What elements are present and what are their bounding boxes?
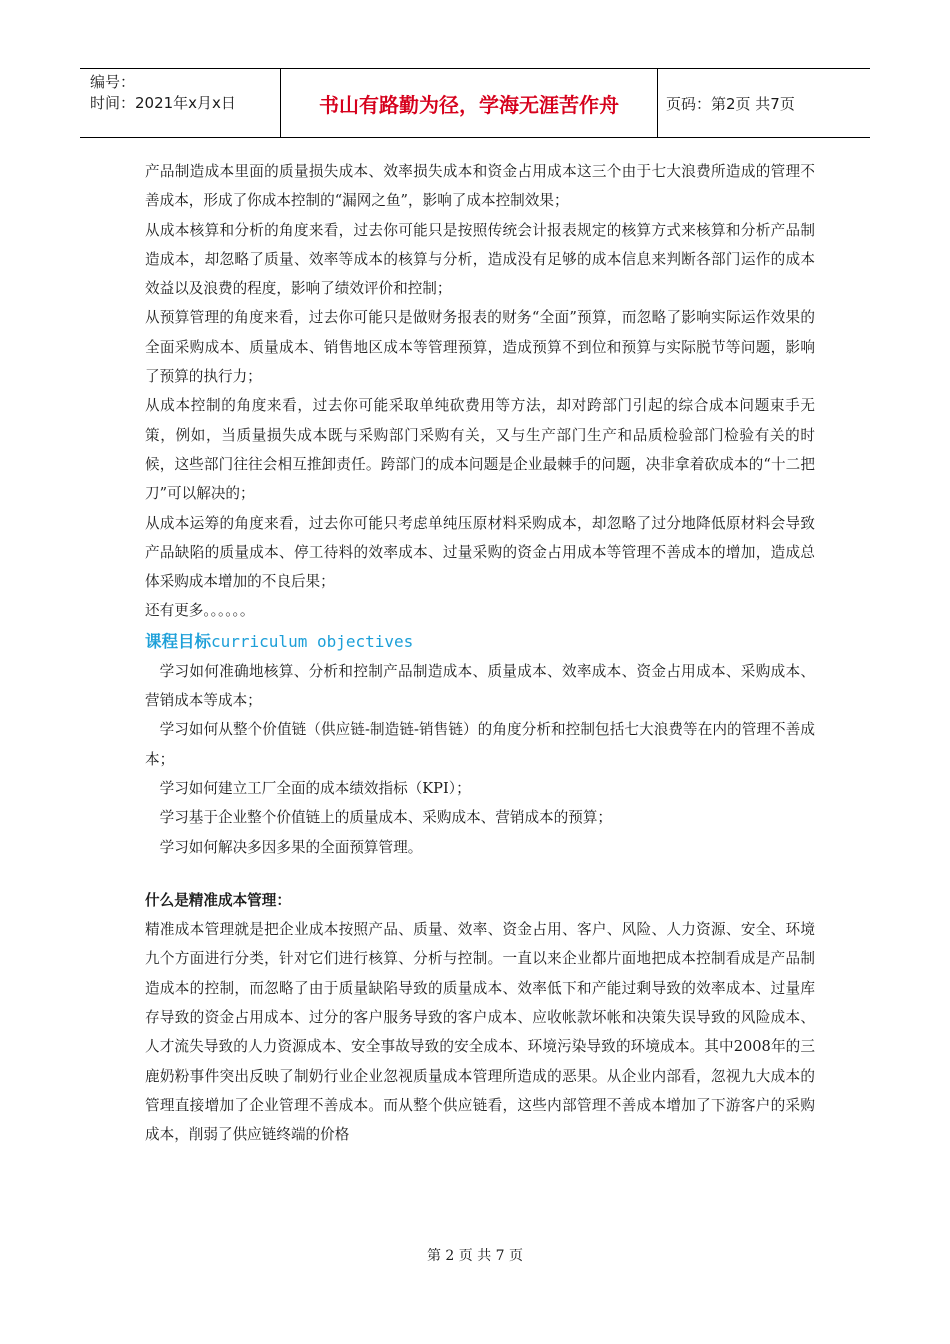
objective-item: 学习如何解决多因多果的全面预算管理。 — [159, 838, 423, 856]
body-paragraph: 从成本运筹的角度来看，过去你可能只考虑单纯压原材料采购成本，却忽略了过分地降低原材料会导致产品缺陷的质量成本、停工待料的效率成本、过量采购的资金占用成本等管理不善成本的增加，造成总体采购成本增加的不良后果； — [145, 514, 815, 591]
what-is-paragraph: 精准成本管理就是把企业成本按照产品、质量、效率、资金占用、客户、风险、人力资源、安全、环境九个方面进行分类，针对它们进行核算、分析与控制。一直以来企业都片面地把成本控制看成是产品制造成本的控制，而忽略了由于质量缺陷导致的质量成本、效率低下和产能过剩导致的效率成本、过量库存导致的资金占用成本、过分的客户服务导致的客户成本、应收帐款坏帐和决策失误导致的风险成本、人才流失导致的人力资源成本、安全事故导致的安全成本、环境污染导致的环境成本。其中2008年的三鹿奶粉事件突出反映了制奶行业企业忽视质量成本管理所造成的恶果。从企业内部看，忽视九大成本的管理直接增加了企业管理不善成本。而从整个供应链看，这些内部管理不善成本增加了下游客户的采购成本，削弱了供应链终端的价格 — [145, 921, 815, 1144]
what-is-heading: 什么是精准成本管理： — [145, 891, 291, 909]
page-footer: 第 2 页 共 7 页 — [426, 1248, 524, 1264]
header-number-label: 编号： — [90, 73, 136, 91]
header-page-info: 页码：第2页 共7页 — [666, 94, 795, 113]
body-paragraph: 还有更多。。。。。。 — [145, 602, 255, 620]
objectives-heading-cn: 课程目标 — [145, 631, 211, 651]
document-body — [145, 157, 815, 1150]
objective-item: 学习如何准确地核算、分析和控制产品制造成本、质量成本、效率成本、资金占用成本、采购成本、营销成本等成本； — [145, 662, 815, 710]
objectives-heading-en: curriculum objectives — [211, 631, 414, 651]
page-header — [80, 68, 870, 138]
objective-item: 学习如何建立工厂全面的成本绩效指标（KPI）； — [159, 779, 471, 797]
header-motto: 书山有路勤为径，学海无涯苦作舟 — [280, 69, 658, 137]
body-paragraph: 产品制造成本里面的质量损失成本、效率损失成本和资金占用成本这三个由于七大浪费所造成的管理不善成本，形成了你成本控制的“漏网之鱼”，影响了成本控制效果； — [145, 163, 815, 210]
objective-item: 学习如何从整个价值链（供应链-制造链-销售链）的角度分析和控制包括七大浪费等在内的管理不善成本； — [145, 721, 815, 768]
section-spacer — [145, 862, 815, 886]
header-date: 时间：2021年x月x日 — [90, 94, 236, 112]
body-paragraph: 从预算管理的角度来看，过去你可能只是做财务报表的财务“全面”预算，而忽略了影响实际运作效果的全面采购成本、质量成本、销售地区成本等管理预算，造成预算不到位和预算与实际脱节等问题，影响了预算的执行力； — [145, 309, 815, 386]
objectives-heading — [145, 626, 815, 657]
header-meta — [80, 69, 280, 137]
objective-item: 学习基于企业整个价值链上的质量成本、采购成本、营销成本的预算； — [159, 809, 613, 827]
body-paragraph: 从成本核算和分析的角度来看，过去你可能只是按照传统会计报表规定的核算方式来核算和分析产品制造成本，却忽略了质量、效率等成本的核算与分析，造成没有足够的成本信息来判断各部门运作的成本效益以及浪费的程度，影响了绩效评价和控制； — [145, 221, 815, 298]
body-paragraph: 从成本控制的角度来看，过去你可能采取单纯砍费用等方法，却对跨部门引起的综合成本问题束手无策，例如，当质量损失成本既与采购部门采购有关，又与生产部门生产和品质检验部门检验有关的时候，这些部门往往会相互推卸责任。跨部门的成本问题是企业最棘手的问题，决非拿着砍成本的“十二把刀”可以解决的； — [145, 397, 815, 503]
